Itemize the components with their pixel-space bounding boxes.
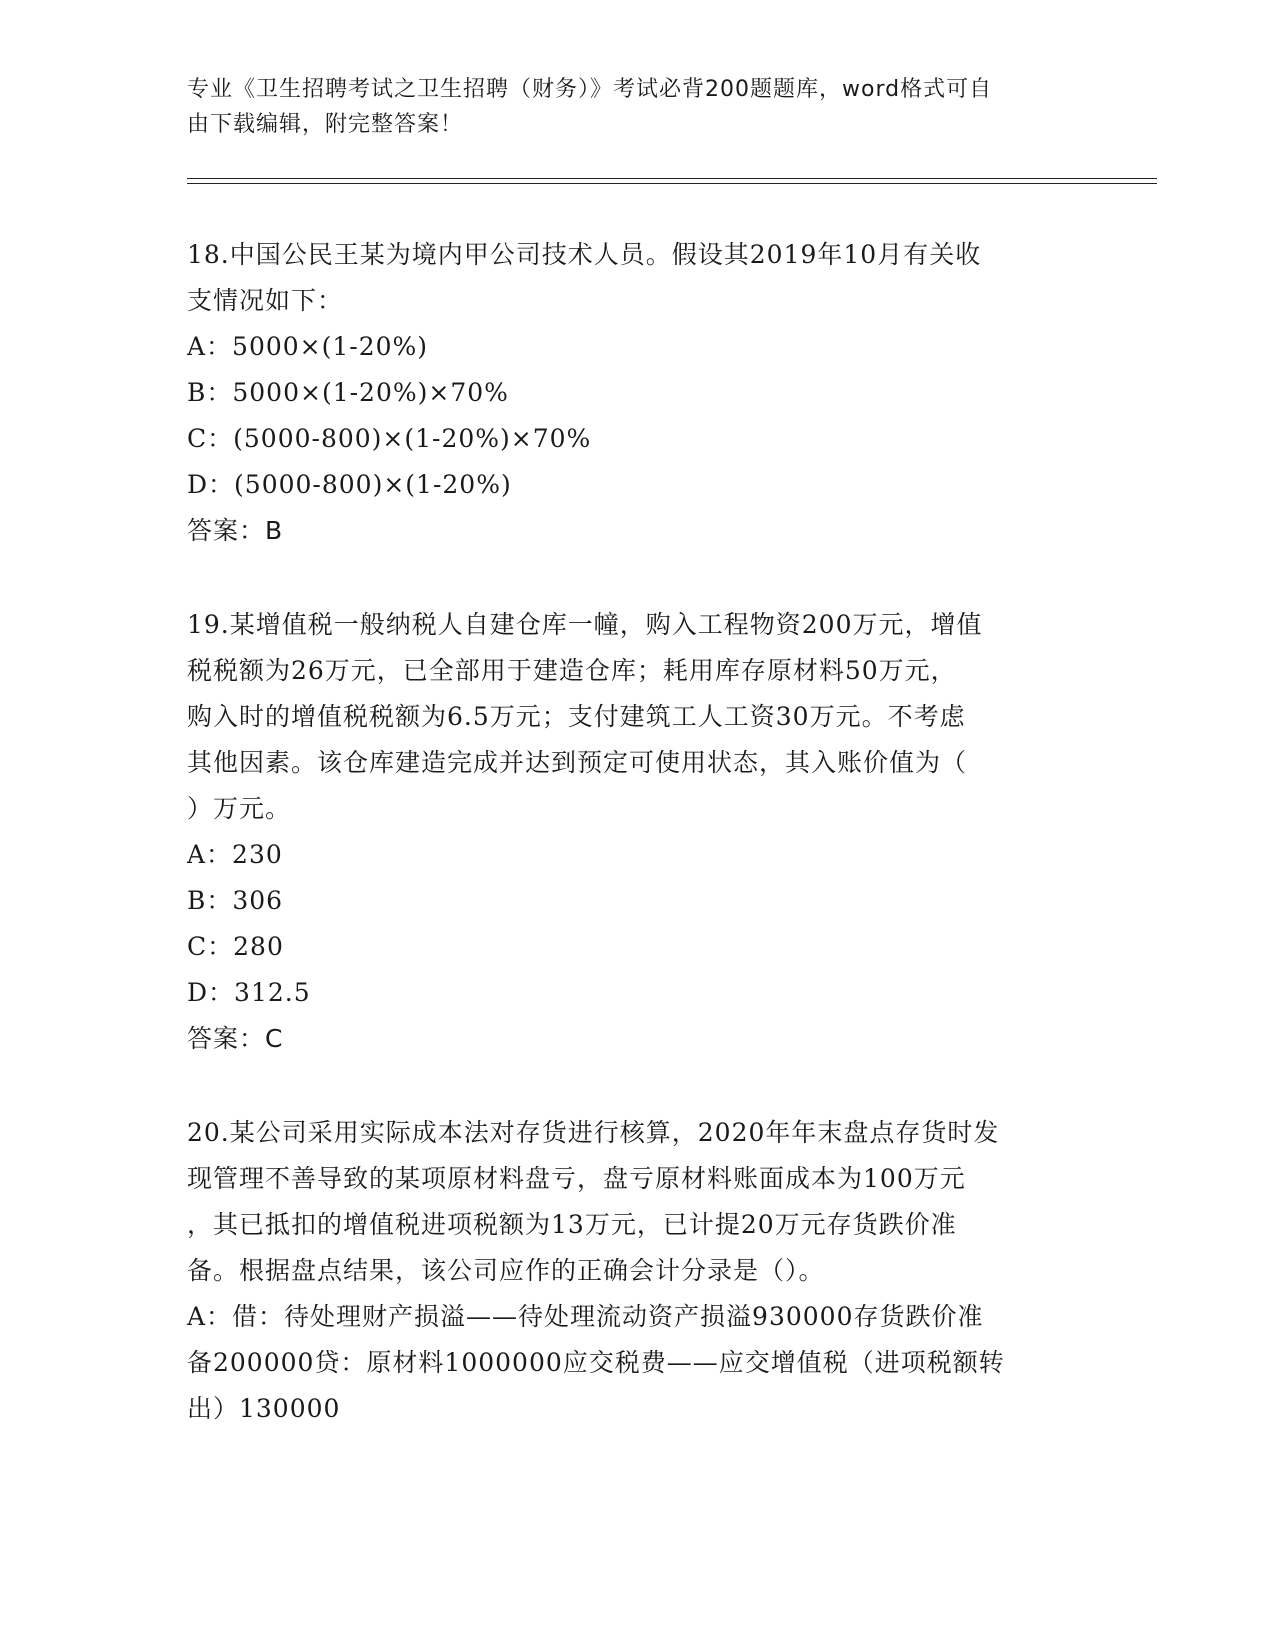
- stem-line: 备。根据盘点结果，该公司应作的正确会计分录是（）。: [187, 1256, 825, 1285]
- question-stem: [187, 232, 1087, 324]
- question-20: [187, 1110, 1087, 1432]
- header-divider-top: [187, 178, 1157, 179]
- question-19: [187, 602, 1087, 1062]
- stem-line: 支情况如下：: [187, 286, 344, 315]
- question-list: [187, 232, 1087, 1480]
- question-18: [187, 232, 1087, 554]
- option-b: B：306: [187, 886, 284, 915]
- option-c: C：280: [187, 932, 284, 961]
- question-stem: [187, 602, 1087, 832]
- option-a-line: A：借：待处理财产损溢——待处理流动资产损溢930000存货跌价准: [187, 1302, 984, 1331]
- answer: 答案：C: [187, 1024, 284, 1053]
- option-d: D：312.5: [187, 978, 311, 1007]
- option-a-line: 备200000贷：原材料1000000应交税费——应交增值税（进项税额转: [187, 1348, 1005, 1377]
- option-c: C：(5000-800)×(1-20%)×70%: [187, 424, 592, 453]
- stem-line: 20.某公司采用实际成本法对存货进行核算，2020年年末盘点存货时发: [187, 1118, 1000, 1147]
- stem-line: 19.某增值税一般纳税人自建仓库一幢，购入工程物资200万元，增值: [187, 610, 983, 639]
- header-divider-bottom: [187, 183, 1157, 184]
- header-line-1: 专业《卫生招聘考试之卫生招聘（财务）》考试必背200题题库，word格式可自: [187, 77, 993, 102]
- option-a: A：230: [187, 840, 283, 869]
- answer: 答案：B: [187, 516, 284, 545]
- stem-line: ，其已抵扣的增值税进项税额为13万元，已计提20万元存货跌价准: [187, 1210, 957, 1239]
- header-line-2: 由下载编辑，附完整答案！: [187, 112, 464, 137]
- option-b: B：5000×(1-20%)×70%: [187, 378, 509, 407]
- option-a-line: 出）130000: [187, 1394, 341, 1423]
- stem-line: 现管理不善导致的某项原材料盘亏，盘亏原材料账面成本为100万元: [187, 1164, 966, 1193]
- stem-line: ）万元。: [187, 794, 292, 823]
- question-stem: [187, 1110, 1087, 1294]
- stem-line: 其他因素。该仓库建造完成并达到预定可使用状态，其入账价值为（: [187, 748, 968, 777]
- option-d: D：(5000-800)×(1-20%): [187, 470, 512, 499]
- stem-line: 税税额为26万元，已全部用于建造仓库；耗用库存原材料50万元，: [187, 656, 957, 685]
- option-a: A：5000×(1-20%): [187, 332, 429, 361]
- stem-line: 购入时的增值税税额为6.5万元；支付建筑工人工资30万元。不考虑: [187, 702, 966, 731]
- document-header: [187, 72, 1067, 142]
- stem-line: 18.中国公民王某为境内甲公司技术人员。假设其2019年10月有关收: [187, 240, 982, 269]
